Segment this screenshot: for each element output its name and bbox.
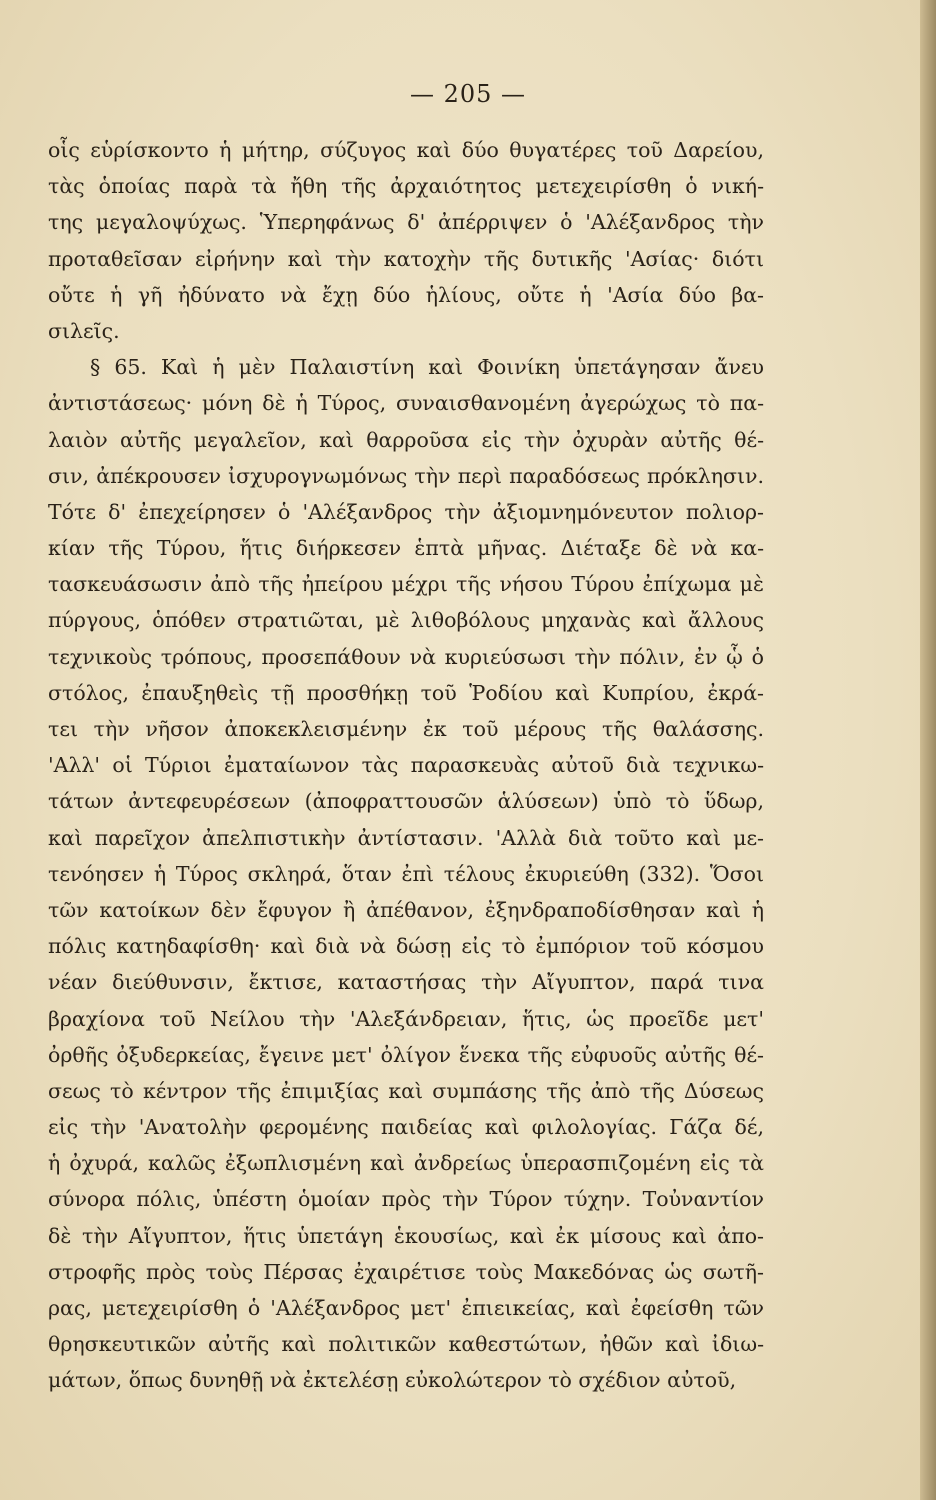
text-line: τῶν κατοίκων δὲν ἔφυγον ἢ ἀπέθανον, ἐξηνδραποδίσθησαν καὶ ἡ — [48, 897, 764, 922]
text-line: πύργους, ὁπόθεν στρατιῶται, μὲ λιθοβόλους μηχανὰς καὶ ἄλλους — [48, 608, 764, 633]
text-line: τασκευάσωσιν ἀπὸ τῆς ἠπείρου μέχρι τῆς νήσου Τύρου ἐπίχωμα μὲ — [48, 572, 764, 597]
body-text — [48, 132, 764, 1399]
text-line: σύνορα πόλις, ὑπέστη ὁμοίαν πρὸς τὴν Τύρον τύχην. Τοὐναντίον — [48, 1187, 764, 1212]
text-line: ὀρθῆς ὀξυδερκείας, ἔγεινε μετ' ὀλίγον ἕνεκα τῆς εὐφυοῦς αὐτῆς θέ- — [48, 1042, 764, 1067]
text-line: μάτων, ὅπως δυνηθῇ νὰ ἐκτελέσῃ εὐκολώτερον τὸ σχέδιον αὐτοῦ, — [48, 1368, 737, 1393]
text-line: προταθεῖσαν εἰρήνην καὶ τὴν κατοχὴν τῆς δυτικῆς 'Ασίας· διότι — [48, 246, 764, 271]
page-number: — 205 — — [409, 80, 527, 108]
text-line: σιλεῖς. — [48, 318, 120, 343]
text-line: εἰς τὴν 'Ανατολὴν φερομένης παιδείας καὶ φιλολογίας. Γάζα δέ, — [48, 1115, 764, 1140]
text-line: τάτων ἀντεφευρέσεων (ἀποφραττουσῶν ἁλύσεων) ὑπὸ τὸ ὕδωρ, — [48, 789, 764, 814]
text-line: τενόησεν ἡ Τύρος σκληρά, ὅταν ἐπὶ τέλους ἐκυριεύθη (332). Ὅσοι — [48, 861, 764, 886]
text-line: στόλος, ἐπαυξηθεὶς τῇ προσθήκῃ τοῦ Ῥοδίου καὶ Κυπρίου, ἐκρά- — [48, 680, 764, 705]
page-edge-shadow — [920, 0, 936, 1500]
text-line: ρας, μετεχειρίσθη ὁ 'Αλέξανδρος μετ' ἐπιεικείας, καὶ ἐφείσθη τῶν — [48, 1296, 764, 1320]
text-line: 'Αλλ' οἱ Τύριοι ἐματαίωνον τὰς παρασκευὰς αὐτοῦ διὰ τεχνικω- — [48, 753, 764, 778]
text-line: στροφῆς πρὸς τοὺς Πέρσας ἐχαιρέτισε τοὺς Μακεδόνας ὡς σωτῆ- — [48, 1259, 764, 1284]
text-line: πόλις κατηδαφίσθη· καὶ διὰ νὰ δώσῃ εἰς τὸ ἐμπόριον τοῦ κόσμου — [48, 934, 764, 959]
text-line: τει τὴν νῆσον ἀποκεκλεισμένην ἐκ τοῦ μέρους τῆς θαλάσσης. — [48, 717, 764, 741]
text-line: οἷς εὑρίσκοντο ἡ μήτηρ, σύζυγος καὶ δύο θυγατέρες τοῦ Δαρείου, — [48, 138, 764, 162]
text-line: ἡ ὀχυρά, καλῶς ἐξωπλισμένη καὶ ἀνδρείως ὑπερασπιζομένη εἰς τὰ — [48, 1151, 764, 1176]
text-line: βραχίονα τοῦ Νείλου τὴν 'Αλεξάνδρειαν, ἥτις, ὡς προεῖδε μετ' — [48, 1006, 764, 1031]
text-line: θρησκευτικῶν αὐτῆς καὶ πολιτικῶν καθεστώτων, ἠθῶν καὶ ἰδιω- — [48, 1332, 764, 1357]
text-line: καὶ παρεῖχον ἀπελπιστικὴν ἀντίστασιν. 'Αλλὰ διὰ τοῦτο καὶ με- — [48, 825, 764, 850]
text-line: τεχνικοὺς τρόπους, προσεπάθουν νὰ κυριεύσωσι τὴν πόλιν, ἐν ᾧ ὁ — [48, 644, 764, 669]
text-line: Τότε δ' ἐπεχείρησεν ὁ 'Αλέξανδρος τὴν ἀξιομνημόνευτον πολιορ- — [48, 499, 764, 524]
text-line: σεως τὸ κέντρον τῆς ἐπιμιξίας καὶ συμπάσης τῆς ἀπὸ τῆς Δύσεως — [48, 1078, 764, 1103]
text-line: της μεγαλοψύχως. Ὑπερηφάνως δ' ἀπέρριψεν ὁ 'Αλέξανδρος τὴν — [48, 210, 764, 235]
text-line: σιν, ἀπέκρουσεν ἰσχυρογνωμόνως τὴν περὶ παραδόσεως πρόκλησιν. — [48, 463, 764, 488]
text-line: τὰς ὁποίας παρὰ τὰ ἤθη τῆς ἀρχαιότητος μετεχειρίσθη ὁ νική- — [48, 174, 764, 199]
text-line: λαιὸν αὐτῆς μεγαλεῖον, καὶ θαρροῦσα εἰς τὴν ὀχυρὰν αὐτῆς θέ- — [48, 427, 764, 452]
text-line: κίαν τῆς Τύρου, ἥτις διήρκεσεν ἑπτὰ μῆνας. Διέταξε δὲ νὰ κα- — [48, 536, 764, 561]
text-line: § 65. Καὶ ἡ μὲν Παλαιστίνη καὶ Φοινίκη ὑπετάγησαν ἄνευ — [90, 355, 764, 380]
text-line: οὔτε ἡ γῆ ἠδύνατο νὰ ἔχῃ δύο ἡλίους, οὔτε ἡ 'Ασία δύο βα- — [48, 282, 764, 307]
text-line: ἀντιστάσεως· μόνη δὲ ἡ Τύρος, συναισθανομένη ἀγερώχως τὸ πα- — [48, 391, 764, 416]
text-line: νέαν διεύθυνσιν, ἔκτισε, καταστήσας τὴν Αἴγυπτον, παρά τινα — [48, 970, 764, 995]
text-line: δὲ τὴν Αἴγυπτον, ἥτις ὑπετάγη ἑκουσίως, καὶ ἐκ μίσους καὶ ἀπο- — [48, 1223, 764, 1248]
